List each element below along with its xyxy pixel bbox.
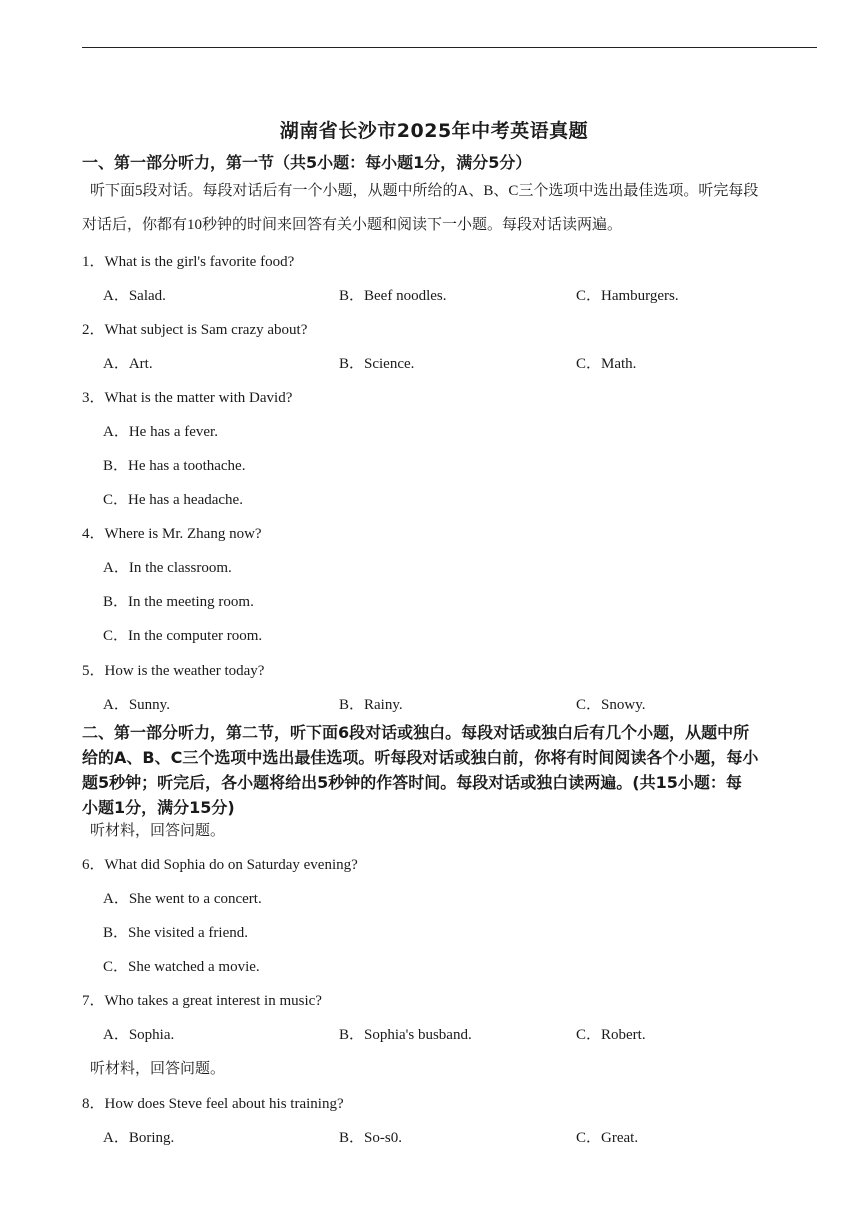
section2-heading-line-1: 二、第一部分听力，第二节，听下面6段对话或独白。每段对话或独白后有几个小题，从题中所 [82,723,750,742]
section1-heading: 一、第一部分听力，第一节（共5小题：每小题1分，满分5分） [82,153,532,172]
section2-heading-line-4: 小题1分，满分15分) [82,798,235,817]
question-1 [82,250,294,271]
q2-option-a[interactable]: A．Art. [103,356,153,372]
q6-option-c[interactable]: C．She watched a movie. [103,959,260,975]
q1-option-b[interactable]: B．Beef noodles. [339,288,447,304]
q8-option-a[interactable]: A．Boring. [103,1130,175,1146]
q5-option-a[interactable]: A．Sunny. [103,697,170,713]
q5-option-c[interactable]: C．Snowy. [576,697,646,713]
question-5 [82,659,264,680]
question-4 [82,522,262,543]
instruction-line-1: 听下面5段对话。每段对话后有一个小题，从题中所给的A、B、C三个选项中选出最佳选项。听完每段 [90,183,759,199]
page-title: 湖南省长沙市2025年中考英语真题 [279,120,589,142]
q7-option-b[interactable]: B．Sophia's busband. [339,1027,472,1043]
question-number: 6． [82,857,105,873]
section2-heading-line-3: 题5秒钟；听完后，各小题将给出5秒钟的作答时间。每段对话或独白读两遍。(共15小题：每 [82,773,742,792]
question-text: What is the matter with David? [104,390,293,406]
q5-option-b[interactable]: B．Rainy. [339,697,403,713]
question-number: 4． [82,526,105,542]
question-text: Who takes a great interest in music? [104,993,322,1009]
question-6 [82,853,358,874]
question-number: 2． [82,322,105,338]
q7-option-c[interactable]: C．Robert. [576,1027,646,1043]
q4-option-b[interactable]: B．In the meeting room. [103,594,254,610]
question-text: Where is Mr. Zhang now? [104,526,262,542]
listen-prompt: 听材料，回答问题。 [90,1061,226,1077]
question-text: What did Sophia do on Saturday evening? [104,857,358,873]
q4-option-a[interactable]: A．In the classroom. [103,560,232,576]
q4-option-c[interactable]: C．In the computer room. [103,628,263,644]
question-2 [82,318,307,339]
listen-prompt: 听材料，回答问题。 [90,823,226,839]
q2-option-b[interactable]: B．Science. [339,356,415,372]
question-7 [82,989,322,1010]
q6-option-a[interactable]: A．She went to a concert. [103,891,262,907]
q1-option-c[interactable]: C．Hamburgers. [576,288,679,304]
question-number: 7． [82,993,105,1009]
q3-option-c[interactable]: C．He has a headache. [103,492,243,508]
question-8 [82,1092,344,1113]
header-rule [82,47,817,48]
instruction-line-2: 对话后，你都有10秒钟的时间来回答有关小题和阅读下一小题。每段对话读两遍。 [82,217,623,233]
q3-option-a[interactable]: A．He has a fever. [103,424,218,440]
question-3 [82,386,292,407]
q3-option-b[interactable]: B．He has a toothache. [103,458,246,474]
question-text: What subject is Sam crazy about? [104,322,308,338]
question-text: How does Steve feel about his training? [104,1096,344,1112]
q6-option-b[interactable]: B．She visited a friend. [103,925,248,941]
q2-option-c[interactable]: C．Math. [576,356,637,372]
q7-option-a[interactable]: A．Sophia. [103,1027,175,1043]
section2-heading-line-2: 给的A、B、C三个选项中选出最佳选项。听每段对话或独白前，你将有时间阅读各个小题，每小 [82,748,759,767]
question-number: 3． [82,390,105,406]
section1-instruction [82,174,822,242]
question-number: 1． [82,254,105,270]
q8-option-b[interactable]: B．So-s0. [339,1130,402,1146]
q8-option-c[interactable]: C．Great. [576,1130,639,1146]
question-text: How is the weather today? [104,663,265,679]
question-number: 5． [82,663,105,679]
q1-option-a[interactable]: A．Salad. [103,288,166,304]
section2-heading [82,720,817,820]
question-text: What is the girl's favorite food? [104,254,295,270]
question-number: 8． [82,1096,105,1112]
